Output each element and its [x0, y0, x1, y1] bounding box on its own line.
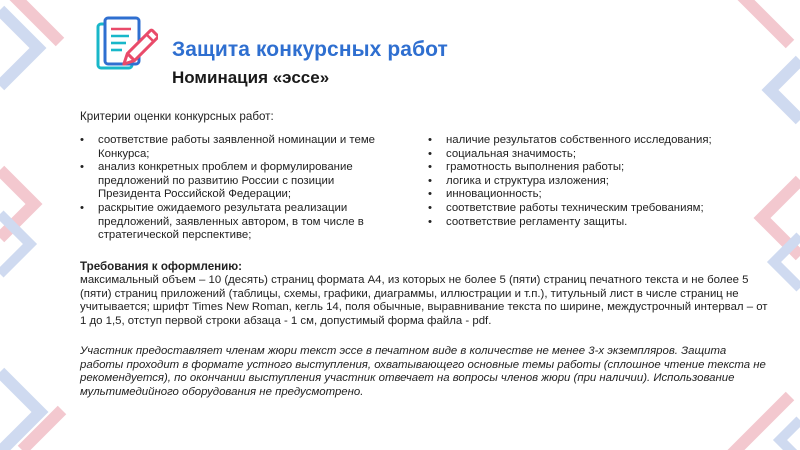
document-pencil-icon [92, 14, 158, 80]
list-item: • соответствие работы техническим требованиям; [428, 202, 758, 216]
criteria-heading: Критерии оценки конкурсных работ: [80, 110, 274, 123]
page-subtitle: Номинация «эссе» [172, 68, 330, 87]
list-item: • инновационность; [428, 188, 758, 202]
list-item: • наличие результатов собственного исследования; [428, 134, 758, 148]
requirements-text: максимальный объем – 10 (десять) страниц формата А4, из которых не более 5 (пяти) страниц печатного текста и не более 5 (пяти) страниц приложений (таблицы, схемы, графики, диаграммы, иллюстрации и т.п.), титульный лист в числе страниц не учитывается; шрифт Times New Roman, кегль 14, поля обычные, выравнивание текста по ширине, междустрочный интервал – от 1 до 1,5, отступ первой строки абзаца - 1 см, допустимый форма файла - pdf. [80, 274, 768, 328]
list-item: • соответствие работы заявленной номинации и теме Конкурса; [80, 134, 398, 161]
list-item: • анализ конкретных проблем и формулирование предложений по развитию России с позиции Президента Российской Федерации; [80, 161, 398, 202]
list-item: • соответствие регламенту защиты. [428, 216, 758, 230]
list-item: • грамотность выполнения работы; [428, 161, 758, 175]
criteria-list-right [428, 134, 758, 229]
list-item: • социальная значимость; [428, 148, 758, 162]
list-item: • логика и структура изложения; [428, 175, 758, 189]
requirements-heading: Требования к оформлению: [80, 260, 243, 273]
list-item: • раскрытие ожидаемого результата реализации предложений, заявленных автором, в том числе в стратегической перспективе; [80, 202, 398, 243]
page-title: Защита конкурсных работ [172, 38, 448, 61]
criteria-list-left [80, 134, 398, 243]
participant-note: Участник предоставляет членам жюри текст эссе в печатном виде в количестве не менее 3-х экземпляров. Защита работы проходит в формате устного выступления, охватывающего основные темы работы (сплошное чтение текста не рекомендуется), по окончании выступления участник отвечает на вопросы членов жюри (при наличии). Использование мультимедийного оборудования не предусмотрено. [80, 345, 766, 399]
